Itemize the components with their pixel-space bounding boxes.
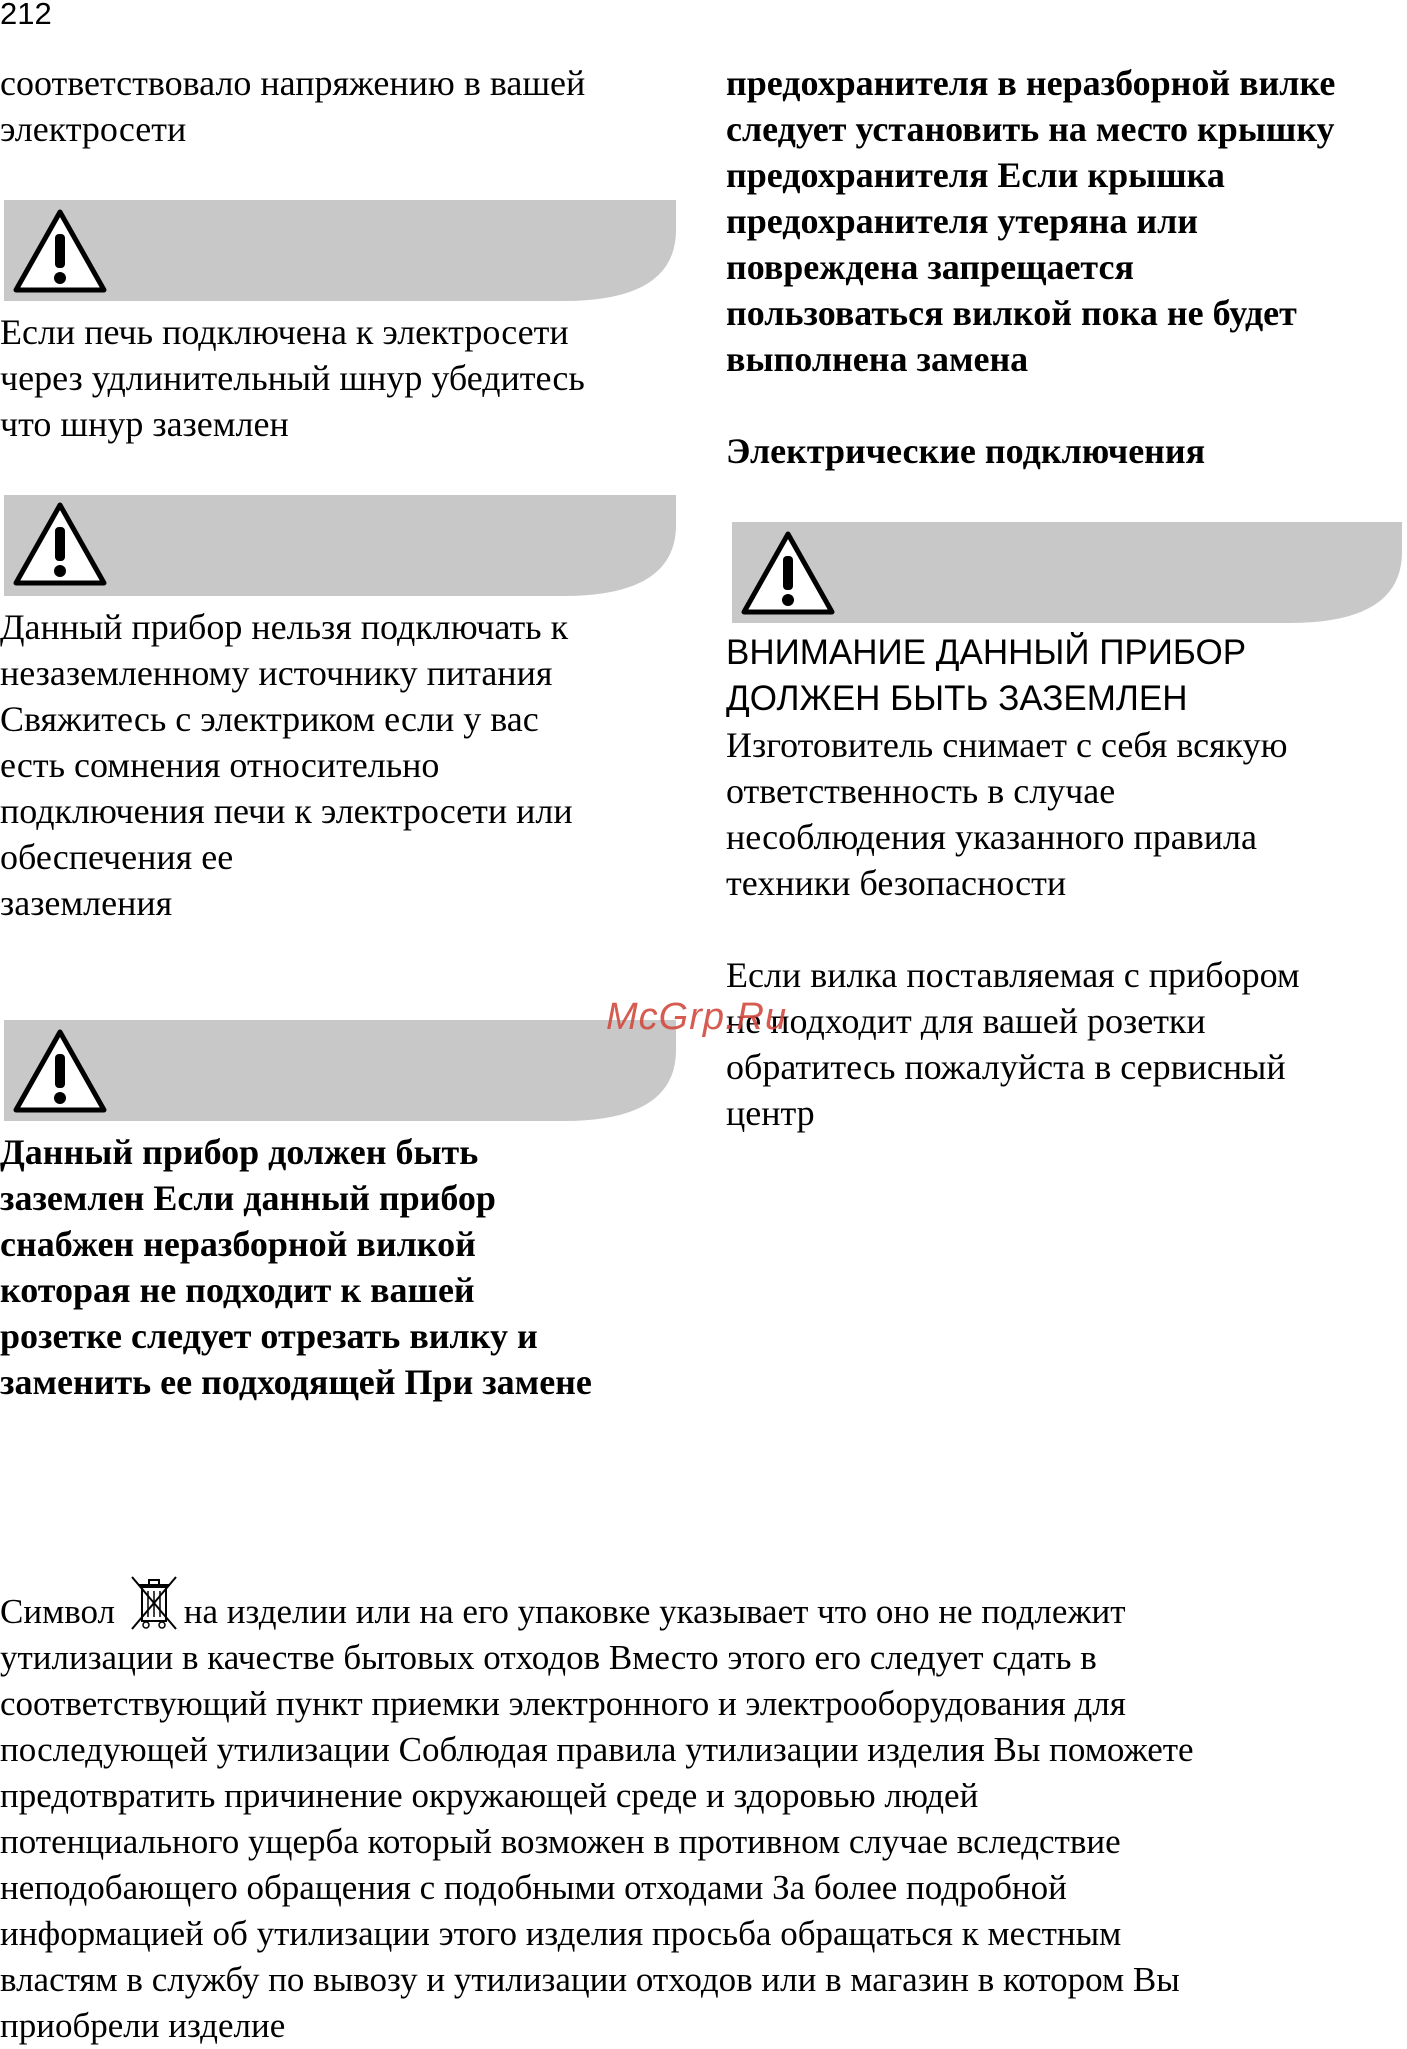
- plug-paragraph: Если вилка поставляемая с прибором не подходит для вашей розетки обратитесь пожалуйста в сервисный центр: [726, 955, 1300, 1133]
- disposal-first-line: [0, 1573, 1400, 1635]
- warning-bar-1: [4, 200, 676, 301]
- warning-triangle-icon: [10, 499, 110, 589]
- warning-triangle-icon: [738, 528, 838, 618]
- disposal-paragraph: [0, 1573, 1400, 2049]
- warning-triangle-icon: [10, 206, 110, 296]
- page-number: 212: [0, 0, 52, 31]
- warning-bar-2: [4, 495, 676, 596]
- warning-text-4: Изготовитель снимает с себя всякую ответственность в случае несоблюдения указанного правила техники безопасности: [726, 725, 1288, 903]
- watermark: McGrp.Ru: [606, 996, 788, 1038]
- disposal-text-rest: утилизации в качестве бытовых отходов Вместо этого его следует сдать в соответствующий пункт приемки электронного и электрооборудования для последующей утилизации Соблюдая правила утилизации изделия Вы поможете предотвратить причинение окружающей среде и здоровью людей потенциального ущерба который возможен в противном случае вследствие неподобающего обращения с подобными отходами За более подробной информацией об утилизации этого изделия просьба обращаться к местным властям в службу по вывозу и утилизации отходов или в магазин в котором Вы приобрели изделие: [0, 1638, 1194, 2045]
- section-heading: Электрические подключения: [726, 431, 1206, 471]
- warning-triangle-icon: [10, 1026, 110, 1116]
- grounding-warning-caps: ВНИМАНИЕ ДАННЫЙ ПРИБОР ДОЛЖЕН БЫТЬ ЗАЗЕМЛЕН: [726, 633, 1247, 718]
- disposal-text-first: на изделии или на его упаковке указывает что оно не подлежит: [183, 1592, 1126, 1631]
- warning-text-1: Если печь подключена к электросети через удлинительный шнур убедитесь что шнур заземлен: [0, 312, 585, 444]
- warning-text-2: Данный прибор нельзя подключать к незаземленному источнику питания Свяжитесь с электриком если у вас есть сомнения относительно подключения печи к электросети или обеспечения ее заземления: [0, 607, 573, 923]
- warning-text-3: Данный прибор должен быть заземлен Если данный прибор снабжен неразборной вилкой которая не подходит к вашей розетке следует отрезать вилку и заменить ее подходящей При замене: [0, 1132, 592, 1402]
- crossed-out-bin-icon: [128, 1573, 180, 1633]
- continued-paragraph: предохранителя в неразборной вилке следует установить на место крышку предохранителя Если крышка предохранителя утеряна или повреждена запрещается пользоваться вилкой пока не будет выполнена замена: [726, 63, 1336, 379]
- intro-paragraph: соответствовало напряжению в вашей электросети: [0, 63, 586, 149]
- warning-bar-4: [732, 522, 1402, 623]
- warning-bar-3: [4, 1020, 676, 1121]
- disposal-prefix: Символ: [0, 1592, 116, 1631]
